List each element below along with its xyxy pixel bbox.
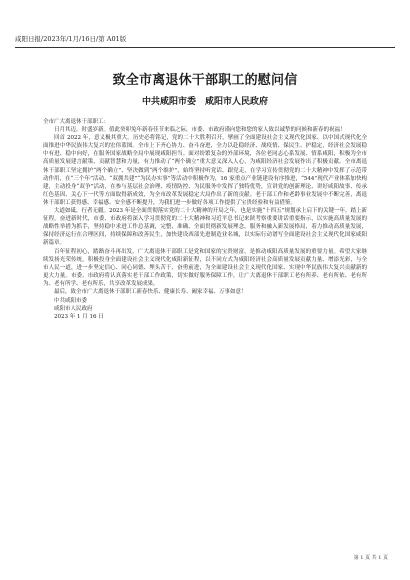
header-rule <box>15 47 395 48</box>
masthead-line: 咸阳日报/2023年/1月/16日/第 A01版 <box>15 35 127 43</box>
body-paragraph: 百年征程初心，踏路奋斗再出发。广大离退休干部职工是党和国家的宝贵财富，是推动咸阳高质量发展的重要力量。希望大家继续发扬光荣传统，积极投身全面建设社会主义现代化咸阳新征程，以不同方式为咸阳经济社会高质量发展贡献力量、增添光彩，与全市人民一道，进一步坚定信心、同心同德、埋头苦干、奋勇前进，为全面建设社会主义现代化国家、实现中华民族伟大复兴贡献新的更大力量。市委、市政府将认真落实老干部工作政策，切实做好服务保障工作，让广大离退休干部职工老有所养、老有所依、老有所为、老有所学、老有所乐，共享改革发展成果。 <box>43 248 367 287</box>
greeting-line: 全市广大离退休干部职工： <box>43 119 110 125</box>
signature-line: 中共咸阳市委 <box>54 297 88 304</box>
article-body <box>43 118 367 321</box>
body-paragraph: 回首 2022 年，意义极其重大。历史必将铭记，党的二十大胜利召开，擘画了全面建设社会主义现代化国家、以中国式现代化全面推进中华民族伟大复兴的宏伟蓝图。全市上下齐心协力、奋斗奋进，全力以赴稳经济、战疫情、保民生、护稳定，经济社会发展稳中有进、稳中向好，在服务国家战略全局中展现咸阳担当。面对纷繁复杂的外部环境，各位老同志心系发展、情系咸阳，积极为全市高质量发展建言献策、贡献智慧和力量，有力推动了“两个确立”重大意义深入人心，为咸阳经济社会发展作出了积极贡献。全市离退休干部职工坚定拥护“两个确立”、坚决做到“两个维护”，始终坚持听党话、跟党走，在学习宣传贯彻党的二十大精神中发挥了示范带动作用，在“三个年”活动、“双拥共建”“为民办实事”等活动中积极作为，16 家重点产业链建设有序推进，“544”现代产业体系加快构建，主动投身“双争”活动，在参与基层社会治理、疫情防控、为民服务中发挥了独特优势，宣讲党的创新理论、讲好咸阳故事、传承红色基因、关心下一代等方面取得新成效，为全市改革发展稳定大局作出了新的贡献。老干部工作和老龄事业发展中不断完善，离退休干部职工获得感、幸福感、安全感不断提升，为我们进一步做好各项工作提供了宝贵经验和有益借鉴。 <box>43 135 367 206</box>
page-indicator: 第 1 页 共 1 页 <box>353 555 388 561</box>
signature-line: 咸阳市人民政府 <box>54 305 93 312</box>
article-title: 致全市离退休干部职工的慰问信 <box>112 73 298 88</box>
body-paragraph: 日月其迈，时盛岁新。值此癸卯兔年新春佳节来临之际，市委、市政府谨向您和您的家人致以诚挚的问候和新春的祝福！ <box>54 127 346 134</box>
signature-date: 2023 年 1 月 16 日 <box>54 313 104 320</box>
body-paragraph: 大道如砥，行者无疆。2023 年是全面贯彻落实党的二十大精神的开局之年，也是实施“十四五”规划承上启下的关键一年。踏上新征程，奋进新时代，市委、市政府将深入学习贯彻党的二十大精神和习近平总书记来陕考察重要讲话重要指示，以实施高质量发展的战略性举措为抓手，坚持稳中求进工作总基调，完整、准确、全面贯彻新发展理念，服务和融入新发展格局，着力推动高质量发展，保持经济运行在合理区间，持续保障和改善民生，加快建设西部先进制造业名城，以实际行动谱写全面建设社会主义现代化国家咸阳新篇章。 <box>43 208 367 247</box>
article-byline: 中共咸阳市委 咸阳市人民政府 <box>141 97 268 107</box>
body-paragraph: 最后，致全市广大离退休干部职工新春快乐、健康长寿、阖家幸福、万事如意！ <box>54 288 247 295</box>
